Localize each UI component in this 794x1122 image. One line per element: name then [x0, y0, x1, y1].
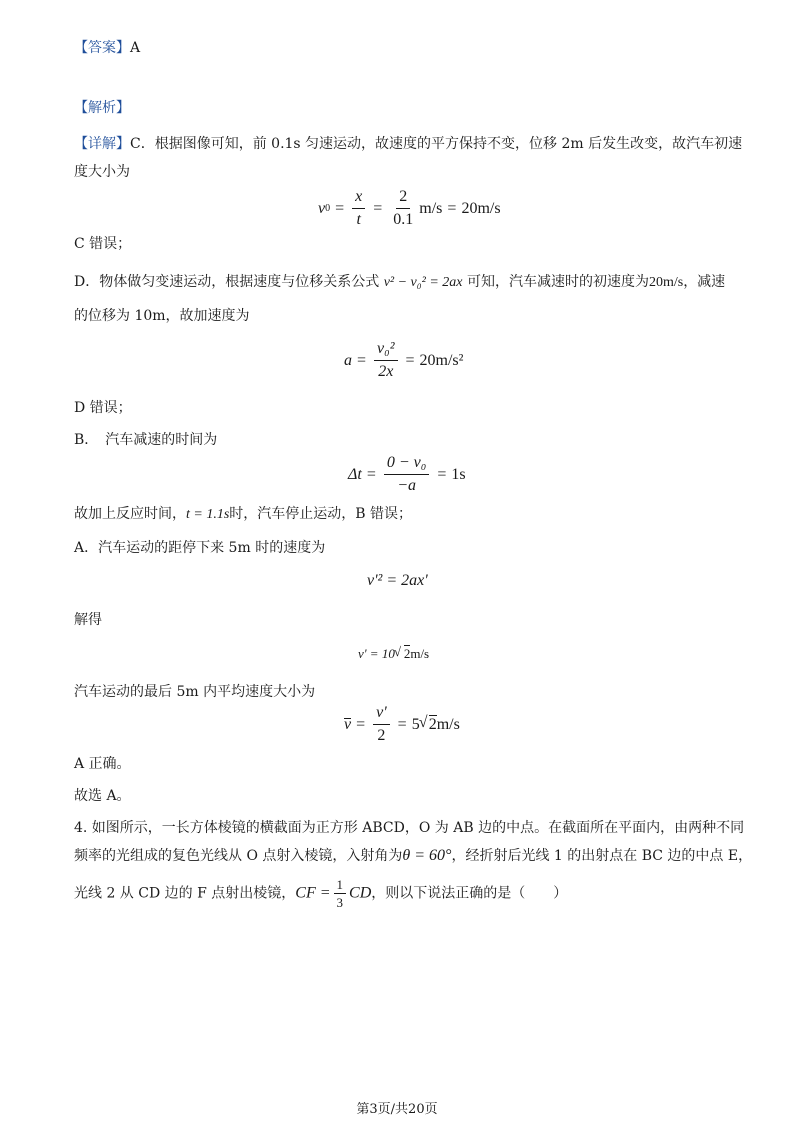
eq-v0-frac2-num: 2	[396, 188, 410, 209]
eq-dt-num: 0 − v₀	[384, 454, 429, 475]
b-text-a: 故加上反应时间，	[74, 506, 186, 522]
d-text-c: ，减速	[683, 274, 726, 290]
eq-vbar-num: v'	[373, 704, 390, 725]
eq-v0-lhs: v	[318, 199, 326, 217]
eq-a-frac	[374, 340, 397, 381]
eq-vbar-unit: m/s	[436, 715, 460, 733]
eq-a-lhs: a	[344, 351, 352, 369]
equation-a: a = $\frac{\text{v₀²}}{2x}$ = 20m/s²	[344, 340, 464, 380]
detail-b-line2	[74, 504, 412, 525]
eq-dt-frac	[384, 454, 429, 495]
eq-dt-den: −a	[397, 477, 416, 494]
eq-vbar-lhs: v	[344, 715, 352, 733]
q4-cf-den: 3	[336, 895, 344, 910]
c-conclusion: C 错误；	[74, 236, 132, 252]
a-conclusion: A 正确。	[74, 756, 131, 772]
question4-line1: 4. 如图所示，一长方体棱镜的横截面为正方形 ABCD，O 为 AB 边的中点。在截面所在平面内，由两种不同	[74, 820, 745, 836]
q4-theta: θ = 60°	[402, 847, 452, 864]
eq-vbar-den: 2	[377, 727, 386, 744]
d-v0: 20m/s	[648, 275, 684, 290]
d-text-b: 可知，汽车减速时的初速度为	[466, 274, 649, 290]
equation-vbar: v = $\frac{v'}{2}$ = 5 √ 2 m/s	[344, 704, 460, 745]
eq-vp-rad: 2	[403, 646, 411, 661]
eq-vp-lhs: v' = 10	[358, 646, 395, 661]
q4-text-b: ，经折射后光线 1 的出射点在 BC 边的中点 E，	[451, 848, 753, 864]
b-text-b: 时，汽车停止运动，B 错误；	[229, 506, 413, 522]
q4-text-c: 光线 2 从 CD 边的 F 点射出棱镜，	[74, 885, 296, 902]
eq-dt-lhs: Δt	[348, 465, 362, 483]
q4-text-d: ，则以下说法正确的是（ ）	[371, 885, 568, 902]
eq-v0-result: 20m/s	[461, 199, 501, 217]
eq-v0-lhs-sub: 0	[325, 203, 331, 214]
b-t: t = 1.1s	[186, 507, 230, 522]
eq-v0-unit: m/s	[419, 199, 443, 217]
eq-a-num: v₀²	[374, 340, 397, 361]
d-text-a: D．物体做匀变速运动，根据速度与位移关系公式	[74, 274, 380, 290]
eq-vbar-coef: 5	[411, 715, 420, 733]
detail-c-line1	[74, 134, 742, 154]
eq-vbar-sqrt	[420, 716, 437, 734]
eq-v0-frac2	[390, 188, 416, 229]
eq-v0-frac1-num: x	[352, 188, 365, 209]
page-footer: 第3页/共20页	[356, 1102, 438, 1117]
q4-cf-frac	[334, 878, 347, 909]
q4-text-a: 频率的光组成的复色光线从 O 点射入棱镜，入射角为	[74, 848, 403, 864]
q4-cf-lhs: CF =	[295, 884, 331, 902]
final-choice: 故选 A。	[74, 788, 131, 804]
eq-v0-frac2-den: 0.1	[393, 211, 414, 228]
equation-v-prime-sq: v'² = 2ax'	[367, 572, 428, 589]
eq-vbar-rad: 2	[428, 715, 437, 733]
eq-vp-unit: m/s	[410, 646, 430, 661]
detail-d-line1	[74, 272, 725, 293]
eq-a-result: 20m/s²	[419, 351, 464, 369]
q4-cf-rhs: CD	[349, 884, 372, 902]
detail-c-text1: C．根据图像可知，前 0.1s 匀速运动，故速度的平方保持不变，位移 2m 后发生改变，故汽车初速	[130, 136, 743, 152]
eq-v0-frac1-den: t	[356, 211, 361, 228]
question4-line3	[74, 878, 567, 909]
d-formula: v² − v₀² = 2ax	[383, 275, 463, 290]
answer-line	[74, 38, 140, 58]
q4-cf-num: 1	[334, 878, 347, 894]
d-conclusion: D 错误；	[74, 400, 132, 416]
detail-tag: 【详解】	[74, 136, 130, 152]
answer-value: A	[130, 40, 141, 56]
detail-b-line1: B． 汽车减速的时间为	[74, 432, 218, 448]
answer-tag: 【答案】	[74, 40, 130, 56]
eq-dt-result: 1s	[451, 465, 466, 483]
detail-a-line1: A．汽车运动的距停下来 5m 时的速度为	[74, 540, 326, 556]
eq-v0-frac1	[352, 188, 365, 229]
analysis-tag: 【解析】	[74, 100, 130, 116]
eq-a-den: 2x	[378, 363, 394, 380]
equation-dt: Δt = $\frac{\text{0 − v₀}}{-a}$ = 1s	[348, 454, 466, 494]
detail-c-line2: 度大小为	[74, 164, 130, 180]
detail-a-line2: 汽车运动的最后 5m 内平均速度大小为	[74, 684, 316, 700]
equation-v-prime	[358, 646, 429, 662]
detail-d-line2: 的位移为 10m，故加速度为	[74, 308, 250, 324]
equation-v0: v 0 = $\frac{x}{t}$ = $\frac{2}{0.1}$ m/s = 20m/s	[318, 188, 501, 228]
eq-vbar-frac	[373, 704, 390, 745]
solve-label: 解得	[74, 612, 102, 628]
question4-line2	[74, 846, 752, 866]
eq-vp-sqrt	[395, 646, 411, 662]
